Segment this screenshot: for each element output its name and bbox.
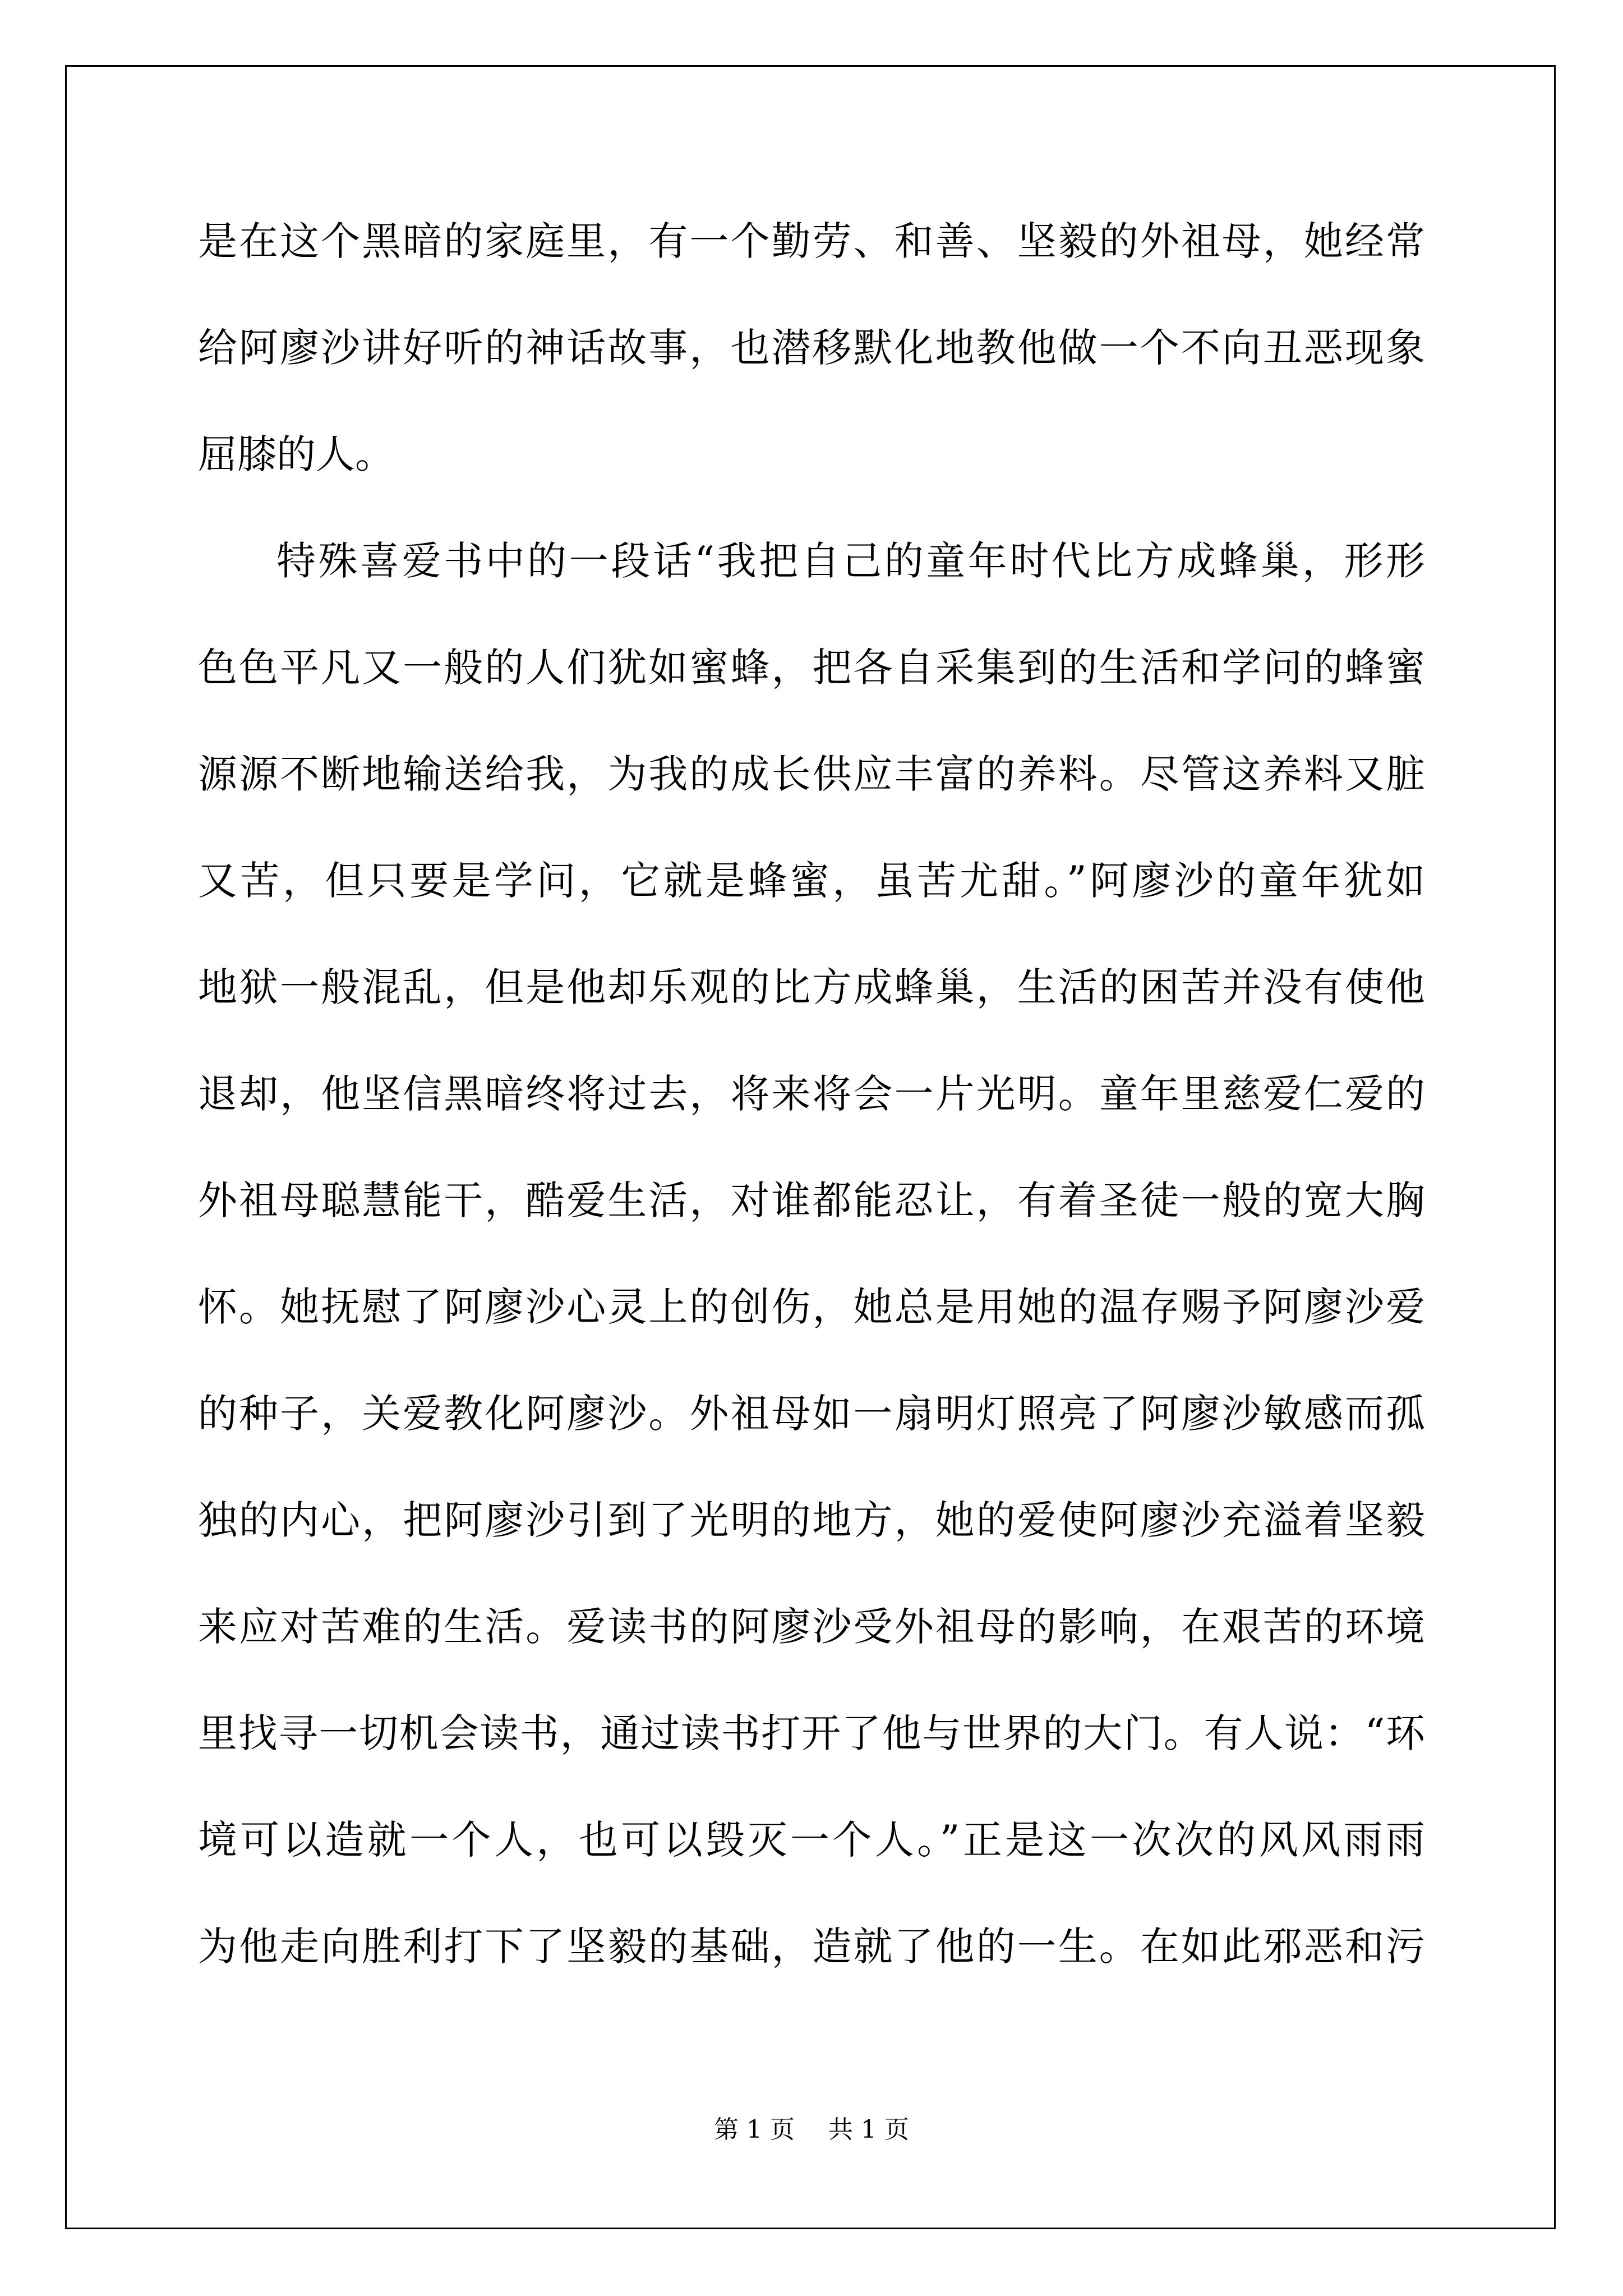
document-body xyxy=(198,205,1425,2017)
text-line: 里找寻一切机会读书，通过读书打开了他与世界的大门。有人说：“环 xyxy=(198,1710,1425,1756)
text-line: 独的内心，把阿廖沙引到了光明的地方，她的爱使阿廖沙充溢着坚毅 xyxy=(198,1497,1425,1543)
text-line: 屈膝的人。 xyxy=(198,431,394,477)
text-line: 退却，他坚信黑暗终将过去，将来将会一片光明。童年里慈爱仁爱的 xyxy=(198,1071,1425,1117)
text-line: 外祖母聪慧能干，酷爱生活，对谁都能忍让，有着圣徒一般的宽大胸 xyxy=(198,1177,1425,1223)
text-line: 又苦，但只要是学问，它就是蜂蜜，虽苦尤甜。”阿廖沙的童年犹如 xyxy=(198,858,1425,904)
paragraph-1 xyxy=(198,205,1425,524)
text-line: 源源不断地输送给我，为我的成长供应丰富的养料。尽管这养料又脏 xyxy=(198,751,1425,797)
page-number: 第 1 页 xyxy=(714,2115,795,2144)
text-line: 特殊喜爱书中的一段话“我把自己的童年时代比方成蜂巢，形形 xyxy=(276,538,1425,584)
text-line: 色色平凡又一般的人们犹如蜜蜂，把各自采集到的生活和学问的蜂蜜 xyxy=(198,645,1425,691)
text-line: 为他走向胜利打下了坚毅的基础，造就了他的一生。在如此邪恶和污 xyxy=(198,1924,1425,1970)
text-line: 地狱一般混乱，但是他却乐观的比方成蜂巢，生活的困苦并没有使他 xyxy=(198,964,1425,1010)
paragraph-2 xyxy=(198,524,1425,2017)
page-footer xyxy=(0,2109,1623,2145)
text-line: 给阿廖沙讲好听的神话故事，也潜移默化地教他做一个不向丑恶现象 xyxy=(198,325,1425,371)
text-line: 怀。她抚慰了阿廖沙心灵上的创伤，她总是用她的温存赐予阿廖沙爱 xyxy=(198,1284,1425,1330)
text-line: 的种子，关爱教化阿廖沙。外祖母如一扇明灯照亮了阿廖沙敏感而孤 xyxy=(198,1391,1425,1437)
text-line: 来应对苦难的生活。爱读书的阿廖沙受外祖母的影响，在艰苦的环境 xyxy=(198,1604,1425,1650)
text-line: 是在这个黑暗的家庭里，有一个勤劳、和善、坚毅的外祖母，她经常 xyxy=(198,218,1425,264)
text-line: 境可以造就一个人，也可以毁灭一个人。”正是这一次次的风风雨雨 xyxy=(198,1817,1425,1863)
page-total: 共 1 页 xyxy=(828,2115,909,2144)
